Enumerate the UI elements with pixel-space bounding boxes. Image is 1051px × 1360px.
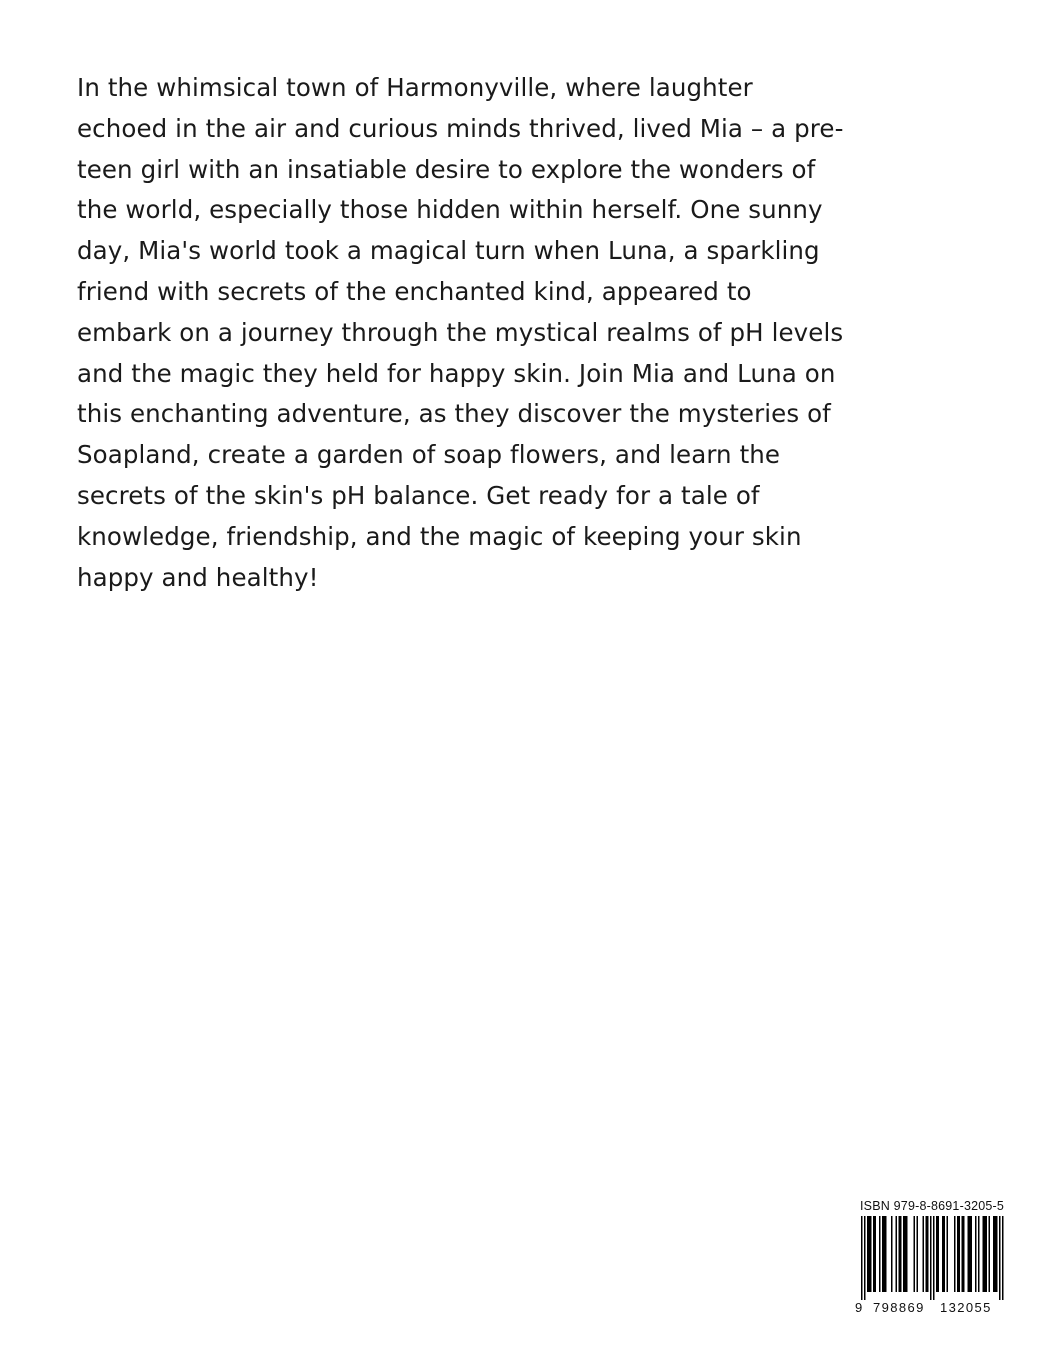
- blurb-line: Soapland, create a garden of soap flowers, and learn the: [77, 440, 781, 470]
- barcode-bar: [891, 1216, 893, 1292]
- barcode-bar: [983, 1216, 985, 1292]
- barcode-digit-first: 9: [855, 1300, 863, 1315]
- barcode-bar: [870, 1216, 872, 1292]
- barcode-guard-bar: [930, 1216, 932, 1300]
- barcode-guard-bar: [999, 1216, 1001, 1300]
- blurb-line: day, Mia's world took a magical turn when Luna, a sparkling: [77, 236, 820, 266]
- barcode-bar: [968, 1216, 970, 1292]
- barcode-bar: [993, 1216, 995, 1292]
- blurb-line: embark on a journey through the mystical realms of pH levels: [77, 317, 844, 347]
- barcode-bar: [923, 1216, 925, 1292]
- blurb-line: the world, especially those hidden within herself. One sunny: [77, 195, 823, 225]
- barcode-guard-bar: [864, 1216, 866, 1300]
- barcode-bar: [984, 1216, 986, 1292]
- isbn-label: ISBN 979-8-8691-3205-5: [860, 1199, 1005, 1213]
- back-cover-blurb: [77, 68, 957, 598]
- barcode-digits-right: 132055: [940, 1300, 992, 1315]
- barcode-bar: [989, 1216, 991, 1292]
- blurb-line: this enchanting adventure, as they discover the mysteries of: [77, 399, 831, 429]
- barcode-bar: [978, 1216, 980, 1292]
- barcode-bar: [899, 1216, 901, 1292]
- barcode-digits-left: 798869: [873, 1300, 925, 1315]
- barcode-bar: [867, 1216, 869, 1292]
- barcode-bar: [975, 1216, 977, 1292]
- barcode-bar: [917, 1216, 919, 1292]
- barcode-bar: [905, 1216, 907, 1292]
- barcode-bar: [995, 1216, 997, 1292]
- blurb-line: echoed in the air and curious minds thrived, lived Mia – a pre-: [77, 113, 844, 143]
- barcode-bar: [873, 1216, 875, 1292]
- blurb-line: In the whimsical town of Harmonyville, where laughter: [77, 73, 753, 102]
- barcode-bar: [954, 1216, 956, 1292]
- barcode-bar: [962, 1216, 964, 1292]
- barcode-bar: [885, 1216, 887, 1292]
- barcode-bar: [914, 1216, 916, 1292]
- barcode-bar: [896, 1216, 898, 1292]
- barcode-bar: [938, 1216, 940, 1292]
- blurb-line: friend with secrets of the enchanted kind, appeared to: [77, 276, 752, 306]
- barcode-bar: [969, 1216, 971, 1292]
- barcode-bar: [884, 1216, 886, 1292]
- barcode-bar: [869, 1216, 871, 1292]
- barcode-bar: [957, 1216, 959, 1292]
- barcode-guard-bar: [1002, 1216, 1004, 1300]
- barcode-bar: [879, 1216, 881, 1292]
- blurb-line: secrets of the skin's pH balance. Get ready for a tale of: [77, 480, 760, 510]
- barcode-bar: [875, 1216, 877, 1292]
- barcode-bar: [903, 1216, 905, 1292]
- barcode-bar: [947, 1216, 949, 1292]
- barcode-bar: [944, 1216, 946, 1292]
- barcode-bar: [959, 1216, 961, 1292]
- barcode-bar: [900, 1216, 902, 1292]
- barcode-bar: [936, 1216, 938, 1292]
- barcode-bar: [882, 1216, 884, 1292]
- blurb-line: knowledge, friendship, and the magic of keeping your skin: [77, 521, 802, 551]
- barcode-guard-bar: [861, 1216, 863, 1300]
- barcode-bar: [927, 1216, 929, 1292]
- blurb-line: happy and healthy!: [77, 562, 319, 592]
- blurb-line: teen girl with an insatiable desire to explore the wonders of: [77, 154, 816, 184]
- barcode-bar: [971, 1216, 973, 1292]
- barcode-guard-bar: [933, 1216, 935, 1300]
- barcode-bar: [942, 1216, 944, 1292]
- barcode-bar: [996, 1216, 998, 1292]
- blurb-line: and the magic they held for happy skin. Join Mia and Luna on: [77, 358, 836, 388]
- barcode-bar: [986, 1216, 988, 1292]
- barcode-bar: [963, 1216, 965, 1292]
- barcode-bar: [906, 1216, 908, 1292]
- isbn-barcode: [856, 1216, 1008, 1300]
- barcode-bar: [926, 1216, 928, 1292]
